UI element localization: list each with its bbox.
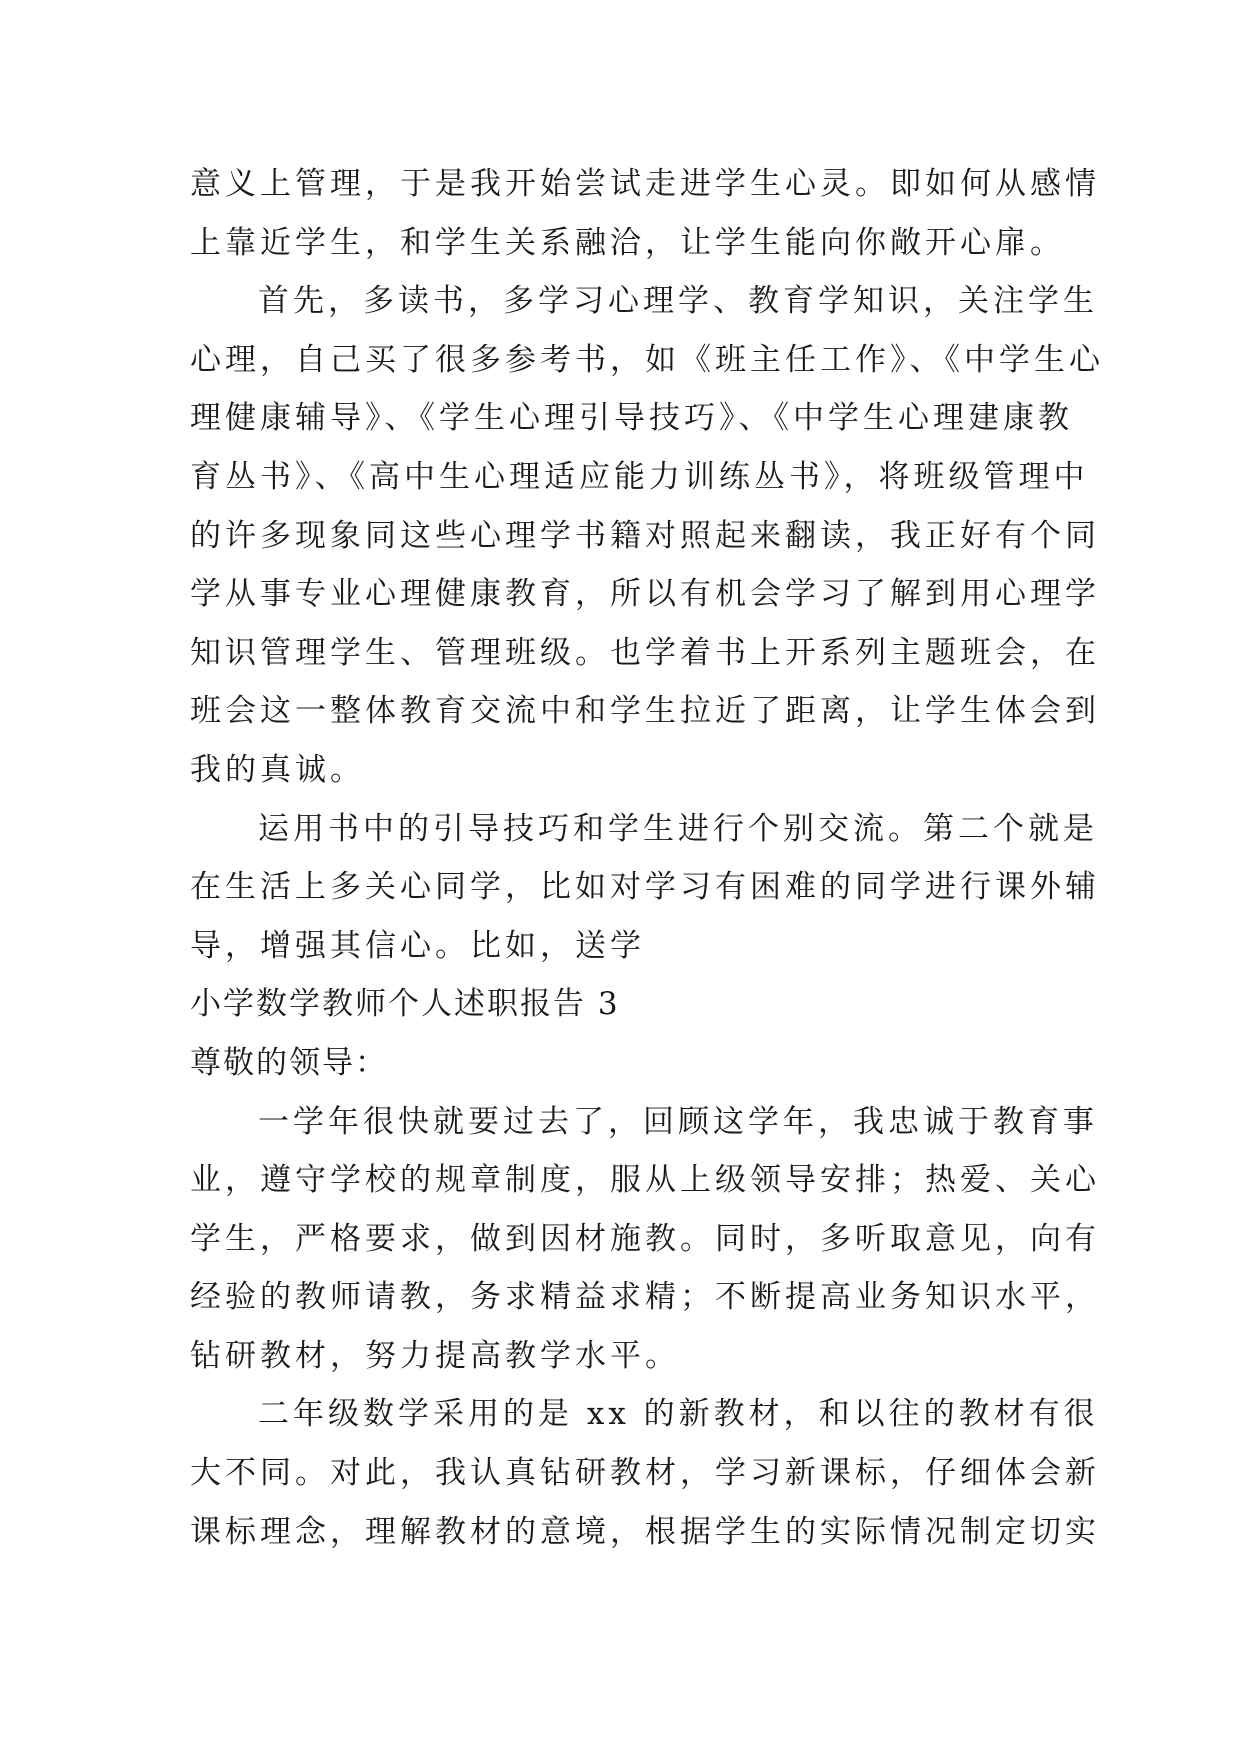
text-line: 学从事专业心理健康教育，所以有机会学习了解到用心理学 <box>190 576 1100 613</box>
text-line: 大不同。对此，我认真钻研教材，学习新课标，仔细体会新 <box>190 1455 1100 1492</box>
text-line: 意义上管理，于是我开始尝试走进学生心灵。即如何从感情 <box>190 166 1100 202</box>
salutation <box>190 1034 1050 1093</box>
text-line: 知识管理学生、管理班级。也学着书上开系列主题班会，在 <box>190 634 1100 671</box>
paragraph-4 <box>190 1093 1100 1386</box>
paragraph-3 <box>190 800 1100 976</box>
text-line: 学生，严格要求，做到因材施教。同时，多听取意见，向有 <box>190 1220 1100 1257</box>
text-line: 育丛书》、《高中生心理适应能力训练丛书》，将班级管理中 <box>190 458 1089 495</box>
text-line: 心理，自己买了很多参考书，如《班主任工作》、《中学生心 <box>190 341 1104 378</box>
salutation-text: 尊敬的领导： <box>190 1044 388 1081</box>
document-body <box>190 155 1104 1561</box>
paragraph-5 <box>190 1385 1100 1561</box>
text-line: 导，增强其信心。比如，送学 <box>190 927 645 964</box>
text-line: 课标理念，理解教材的意境，根据学生的实际情况制定切实 <box>190 1513 1100 1550</box>
text-line: 运用书中的引导技巧和学生进行个别交流。第二个就是 <box>258 810 1098 847</box>
text-line: 我的真诚。 <box>190 751 365 788</box>
report-title <box>190 975 1050 1034</box>
text-line: 班会这一整体教育交流中和学生拉近了距离，让学生体会到 <box>190 693 1100 730</box>
text-line: 业，遵守学校的规章制度，服从上级领导安排；热爱、关心 <box>190 1162 1100 1199</box>
text-line: 首先，多读书，多学习心理学、教育学知识，关注学生 <box>258 283 1098 320</box>
text-line: 在生活上多关心同学，比如对学习有困难的同学进行课外辅 <box>190 869 1100 906</box>
paragraph-2 <box>190 272 1104 799</box>
title-text: 小学数学教师个人述职报告 3 <box>190 986 620 1023</box>
text-line: 理健康辅导》、《学生心理引导技巧》、《中学生心理建康教 <box>190 400 1073 437</box>
text-line: 上靠近学生，和学生关系融洽，让学生能向你敞开心扉。 <box>190 224 1065 261</box>
text-line: 钻研教材，努力提高教学水平。 <box>190 1337 680 1374</box>
text-line: 二年级数学采用的是 xx 的新教材，和以往的教材有很 <box>258 1396 1099 1433</box>
text-line: 一学年很快就要过去了，回顾这学年，我忠诚于教育事 <box>258 1103 1098 1140</box>
paragraph-1 <box>190 155 1100 272</box>
text-line: 经验的教师请教，务求精益求精；不断提高业务知识水平， <box>190 1279 1100 1316</box>
text-line: 的许多现象同这些心理学书籍对照起来翻读，我正好有个同 <box>190 517 1100 554</box>
